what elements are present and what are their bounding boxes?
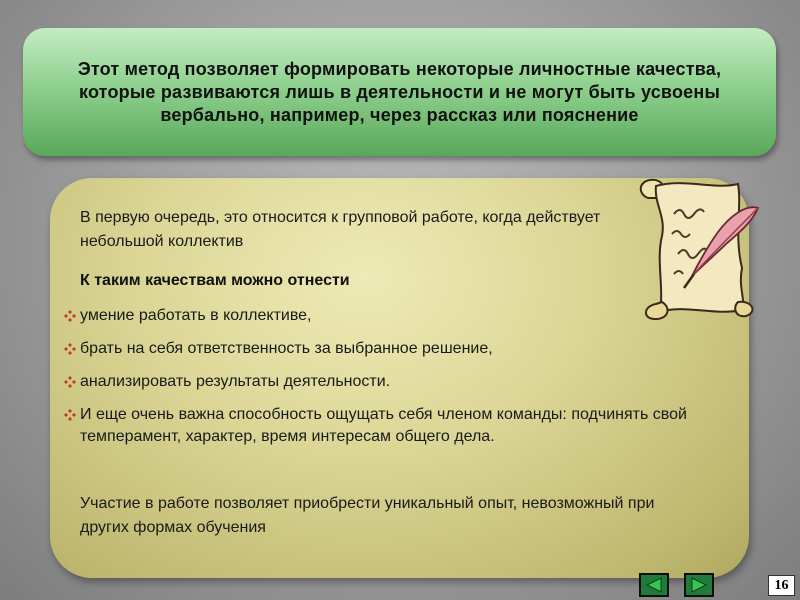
list-item-label: брать на себя ответственность за выбранное решение, <box>80 340 493 357</box>
list-item <box>64 305 724 327</box>
triangle-left-icon <box>643 576 665 594</box>
header-banner <box>23 28 776 156</box>
diamond-bullet-icon <box>64 343 76 355</box>
qualities-list <box>64 305 724 459</box>
qualities-heading: К таким качествам можно отнести <box>80 272 350 289</box>
previous-slide-button[interactable] <box>639 573 669 597</box>
diamond-bullet-icon <box>64 310 76 322</box>
triangle-right-icon <box>688 576 710 594</box>
list-item-label: И еще очень важна способность ощущать себя членом команды: подчинять свой темперамент, характер, время интересам общего дела. <box>80 406 687 445</box>
header-text: Этот метод позволяет формировать некоторые личностные качества, которые развиваются лишь в деятельности и не могут быть усвоены вербально, например, через рассказ или пояснение <box>77 58 722 125</box>
list-item-label: анализировать результаты деятельности. <box>80 373 391 390</box>
diamond-bullet-icon <box>64 409 76 421</box>
list-item <box>64 371 724 393</box>
scroll-quill-icon <box>634 176 766 320</box>
list-item-label: умение работать в коллективе, <box>80 307 312 324</box>
slide-number: 16 <box>768 575 795 596</box>
closing-paragraph: Участие в работе позволяет приобрести уникальный опыт, невозможный при других формах обучения <box>80 495 655 536</box>
list-item <box>64 404 724 448</box>
list-item <box>64 338 724 360</box>
next-slide-button[interactable] <box>684 573 714 597</box>
intro-paragraph: В первую очередь, это относится к групповой работе, когда действует небольшой коллектив <box>80 209 601 250</box>
diamond-bullet-icon <box>64 376 76 388</box>
